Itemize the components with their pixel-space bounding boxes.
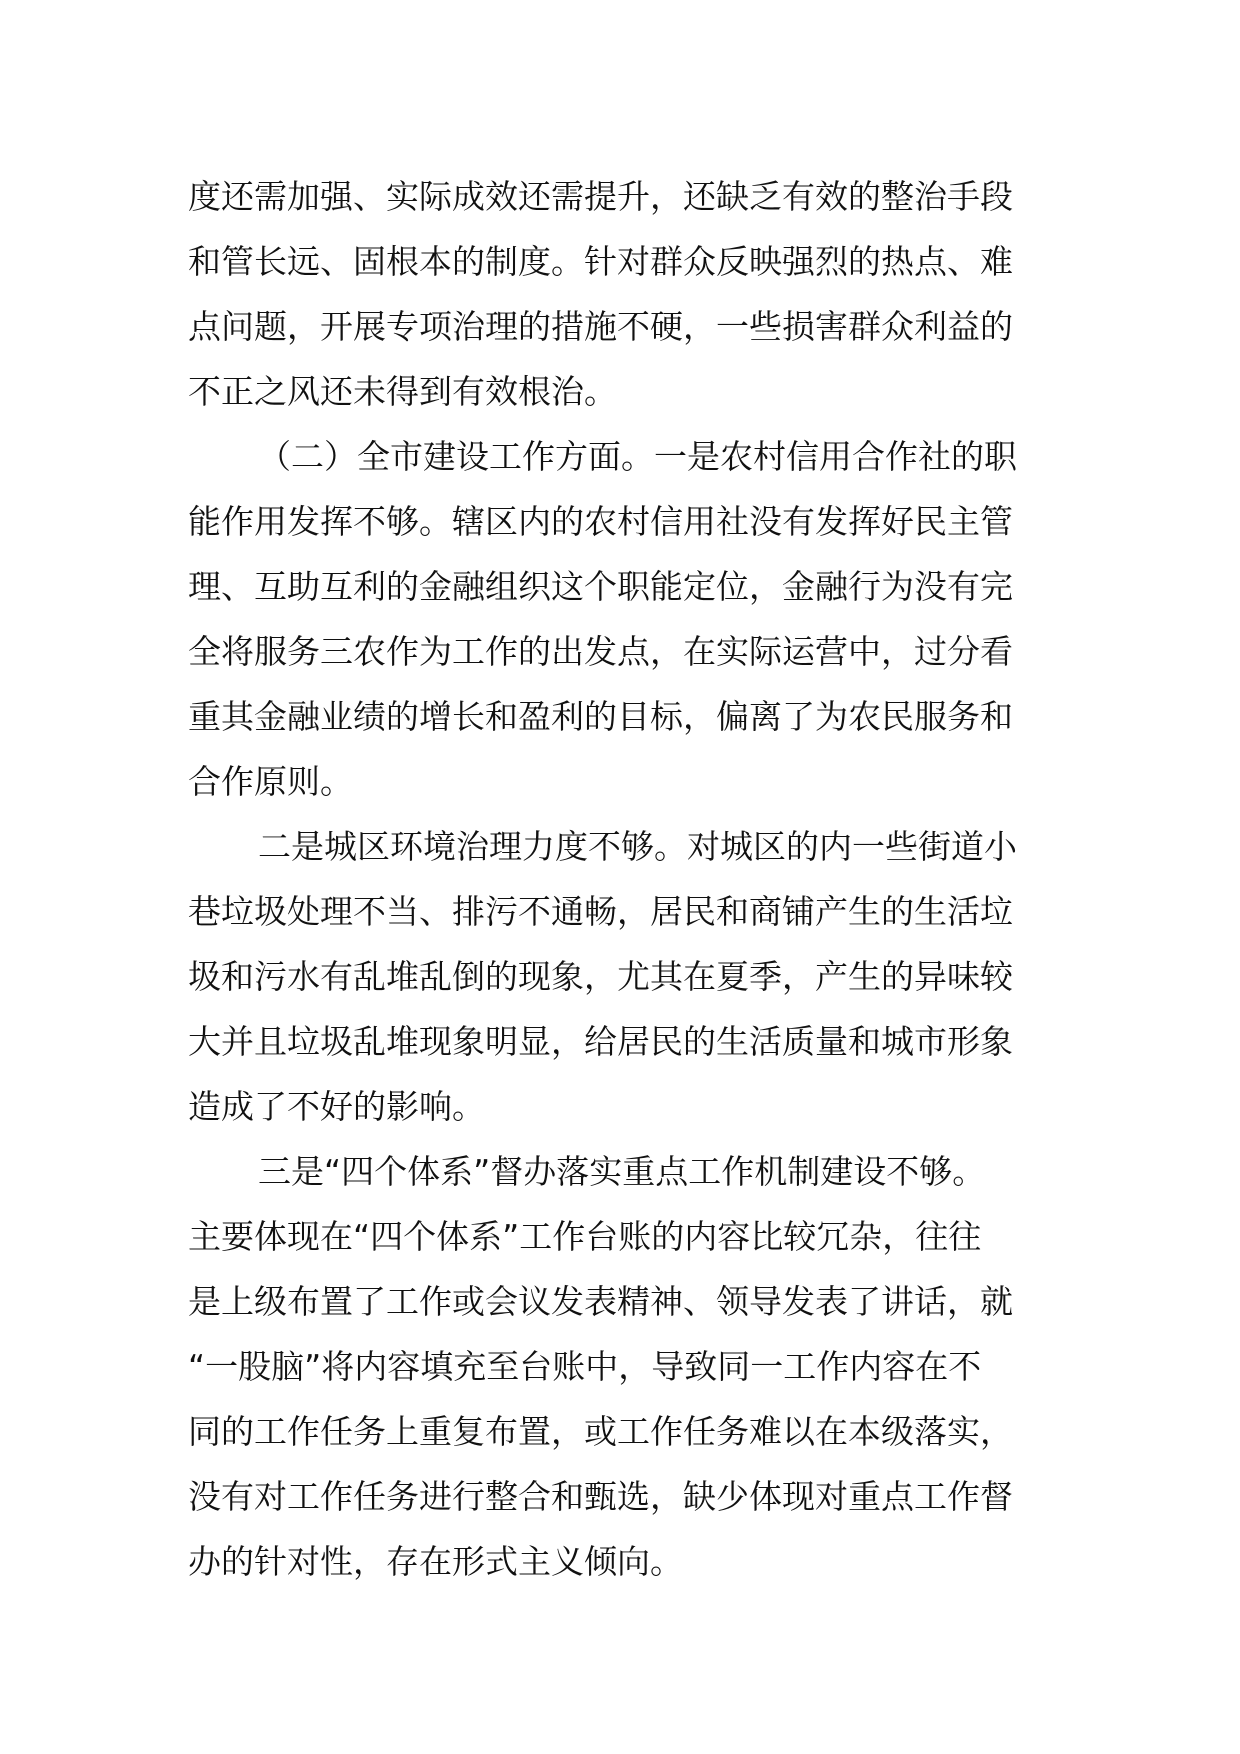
text-line: 不正之风还未得到有效根治。: [188, 372, 617, 411]
text-line: 造成了不好的影响。: [188, 1087, 485, 1126]
body-text: [188, 164, 1058, 1594]
text-line: 点问题，开展专项治理的措施不硬，一些损害群众利益的: [188, 307, 1013, 346]
text-line: 和管长远、固根本的制度。针对群众反映强烈的热点、难: [188, 242, 1013, 281]
text-line: “一股脑”将内容填充至台账中，导致同一工作内容在不: [188, 1347, 982, 1386]
text-line: 主要体现在“四个体系”工作台账的内容比较冗杂，往往: [188, 1217, 982, 1256]
text-line: 巷垃圾处理不当、排污不通畅，居民和商铺产生的生活垃: [188, 892, 1013, 931]
text-line: 没有对工作任务进行整合和甄选，缺少体现对重点工作督: [188, 1477, 1013, 1516]
text-line: 大并且垃圾乱堆现象明显，给居民的生活质量和城市形象: [188, 1022, 1013, 1061]
text-line: 能作用发挥不够。辖区内的农村信用社没有发挥好民主管: [188, 502, 1013, 541]
text-line: 度还需加强、实际成效还需提升，还缺乏有效的整治手段: [188, 177, 1013, 216]
paragraph-start-line: 三是“四个体系”督办落实重点工作机制建设不够。: [258, 1152, 986, 1191]
paragraph-start-line: （二）全市建设工作方面。一是农村信用合作社的职: [258, 437, 1017, 476]
text-line: 合作原则。: [188, 762, 353, 801]
text-line: 重其金融业绩的增长和盈利的目标，偏离了为农民服务和: [188, 697, 1013, 736]
text-line: 是上级布置了工作或会议发表精神、领导发表了讲话，就: [188, 1282, 1013, 1321]
text-line: 理、互助互利的金融组织这个职能定位，金融行为没有完: [188, 567, 1013, 606]
paragraph-start-line: 二是城区环境治理力度不够。对城区的内一些街道小: [258, 827, 1017, 866]
text-line: 办的针对性，存在形式主义倾向。: [188, 1542, 683, 1581]
text-line: 圾和污水有乱堆乱倒的现象，尤其在夏季，产生的异味较: [188, 957, 1013, 996]
text-line: 全将服务三农作为工作的出发点，在实际运营中，过分看: [188, 632, 1013, 671]
text-line: 同的工作任务上重复布置，或工作任务难以在本级落实，: [188, 1412, 1013, 1451]
